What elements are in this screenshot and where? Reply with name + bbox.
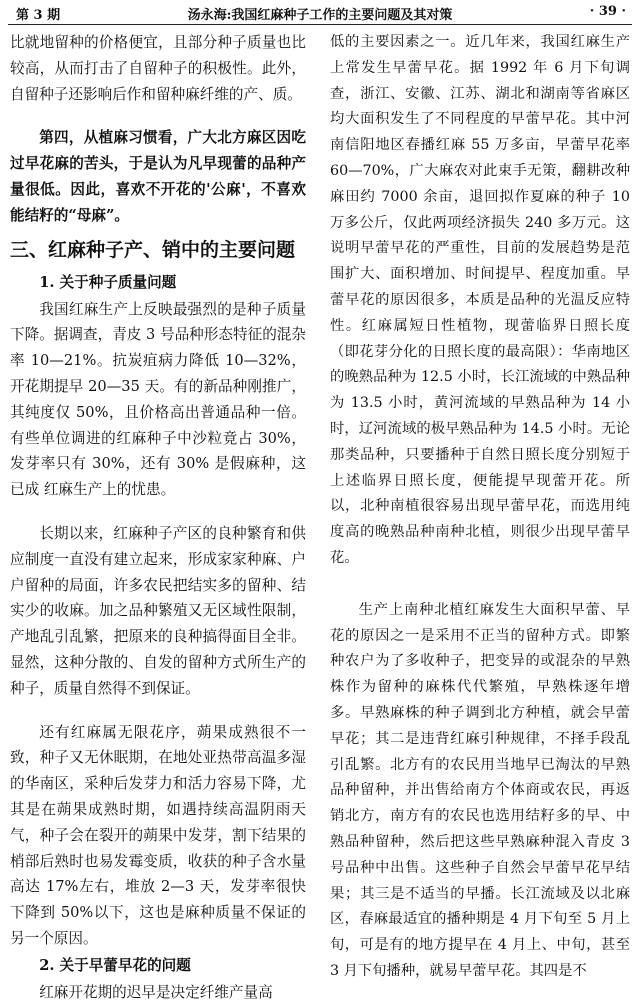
left-column (10, 30, 306, 1006)
subsection-heading: 2. 关于早蕾早花的问题 (39, 956, 191, 974)
page-header (8, 2, 632, 25)
paragraph: 生产上南种北植红麻发生大面积早蕾、早花的原因之一是采用不正当的留种方式。即繁种农户为了多收种子，把变异的或混杂的早熟株作为留种的麻株代代繁殖，早熟株逐年增多。早熟麻株的种子调到北方种植，就会早蕾早花；其二是违背红麻引种规律，不择手段乱引乱繁。北方有的农民用当地早已淘汰的早熟品种留种，并出售给南方个体商或农民，再返销北方，南方有的农民也选用结籽多的早、中熟品种留种，然后把这些早熟麻种混入青皮 3 号品种中出售。这些种子自然会早蕾早花早结果；其三是不适当的早播。长江流域及以北麻区，春麻最适宜的播种期是 4 月下旬至 5 月上旬，可是有的地方提早在 4 月上、中旬，甚至 3 月下旬播种，就易早蕾早花。其四是不 (330, 601, 630, 979)
paragraph: 长期以来，红麻种子产区的良种繁育和供应制度一直没有建立起来，形成家家种麻、户户留种的局面，许多农民把结实多的留种、结实少的收麻。加之品种繁殖又无区域性限制，产地乱引乱繁，把原来的良种搞得面目全非。显然，这种分散的、自发的留种方式所生产的种子，质量自然得不到保证。 (10, 524, 306, 697)
subsection-heading: 1. 关于种子质量问题 (39, 273, 177, 291)
paragraph: 第四，从植麻习惯看，广大北方麻区因吃过早花麻的苦头，于是认为凡早现蕾的品种产量很低。因此，喜欢不开花的'公麻'，不喜欢能结籽的“母麻”。 (10, 129, 306, 224)
page-number: · 39 · (589, 4, 626, 19)
paragraph: 低的主要因素之一。近几年来，我国红麻生产上常发生早蕾早花。据 1992 年 6 月下旬调查，浙江、安徽、江苏、湖北和湖南等省麻区均大面积发生了不同程度的早蕾早花。其中河南信阳地区春播红麻 55 万多亩，早蕾早花率 60—70%，广大麻农对此束手无策，翻耕改种麻田约 7000 余亩，退回拟作夏麻的种子 10 万多公斤，仅此两项经济损失 240 多万元。这说明早蕾早花的严重性，目前的发展趋势是范围扩大、面积增加、时间提早、程度加重。早蕾早花的原因很多，本质是品种的光温反应特性。红麻属短日性植物，现蕾临界日照长度（即花芽分化的日照长度的最高限）：华南地区的晚熟品种为 12.5 小时，长江流域的中熟品种为 13.5 小时，黄河流域的早熟品种为 14 小时，辽河流域的极早熟品种为 14.5 小时。无论那类品种，只要播种于自然日照长度分别短于上述临界日照长度，便能提早现蕾开花。所以，北种南植很容易出现早蕾早花，而选用纯度高的晚熟品种南种北植，则很少出现早蕾早花。 (330, 34, 630, 566)
right-column (330, 30, 630, 985)
paragraph: 红麻开花期的迟早是决定纤维产量高 (39, 983, 273, 1001)
paragraph: 我国红麻生产上反映最强烈的是种子质量下降。据调查，青皮 3 号品种形态特征的混杂率 10—21%。抗炭疽病力降低 10—32%，开花期提早 20—35 天。有的新品种刚推广，其纯度仅 50%，且价格高出普通品种一倍。有些单位调进的红麻种子中沙粒竟占 30%，发芽率只有 30%，还有 30% 是假麻种，这已成 红麻生产上的忧患。 (10, 300, 306, 499)
paragraph: 比就地留种的价格便宜，且部分种子质量也比较高，从而打击了自留种子的积极性。此外，自留种子还影响后作和留种麻纤维的产、质。 (10, 34, 306, 103)
paragraph: 还有红麻属无限花序，蒴果成熟很不一致，种子又无休眠期，在地处亚热带高温多湿的华南区，采种后发芽力和活力容易下降，尤其是在蒴果成熟时期，如遇持续高温阴雨天气，种子会在裂开的蒴果中发芽，割下结果的梢部后熟时也易发霉变质，收获的种子含水量高达 17%左右，堆放 2—3 天，发芽率很快下降到 50%以下，这也是麻种质量不保证的另一个原因。 (10, 723, 306, 947)
section-heading: 三、红麻种子产、销中的主要问题 (10, 238, 296, 261)
issue-number: 第 3 期 (16, 8, 61, 23)
running-title: 汤永海:我国红麻种子工作的主要问题及其对策 (187, 8, 453, 23)
